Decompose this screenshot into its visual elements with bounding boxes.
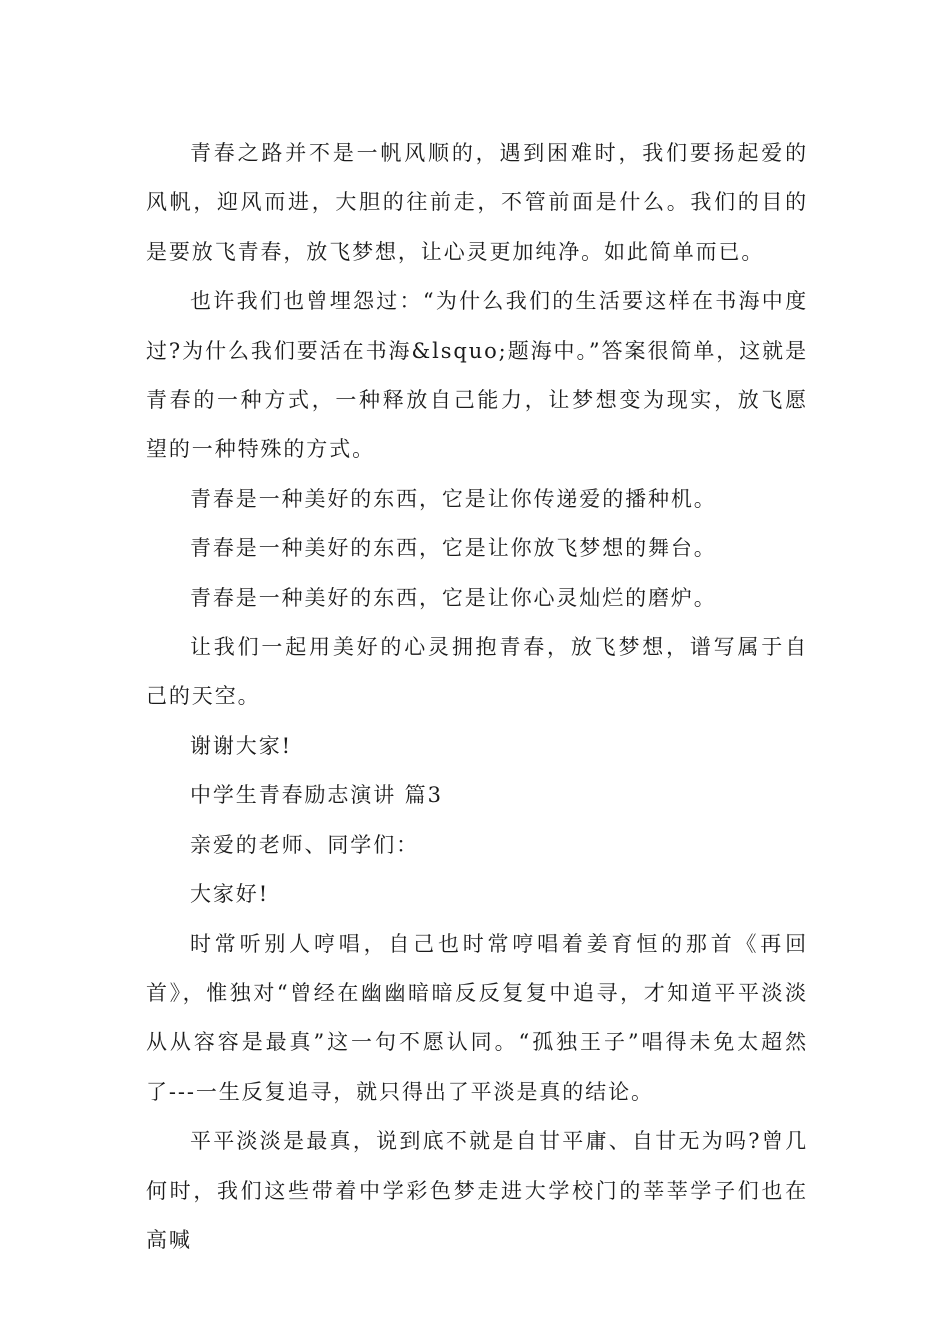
paragraph-embrace-youth: 让我们一起用美好的心灵拥抱青春，放飞梦想，谱写属于自己的天空。 (146, 635, 808, 709)
paragraph-youth-seeder: 青春是一种美好的东西，它是让你传递爱的播种机。 (190, 486, 717, 511)
greeting: 大家好! (190, 882, 270, 907)
paragraph-youth-furnace: 青春是一种美好的东西，它是让你心灵灿烂的磨炉。 (190, 585, 717, 610)
salutation: 亲爱的老师、同学们： (190, 832, 419, 857)
section-heading: 中学生青春励志演讲 篇3 (190, 783, 443, 808)
paragraph-look-back: 时常听别人哼唱，自己也时常哼唱着姜育恒的那首《再回首》，惟独对“曾经在幽幽暗暗反反复复中追寻，才知道平平淡淡从从容容是最真”这一句不愿认同。“孤独王子”唱得未免太超然了---一生反复追寻，就只得出了平淡是真的结论。 (146, 931, 808, 1104)
paragraph-youth-road: 青春之路并不是一帆风顺的，遇到困难时，我们要扬起爱的风帆，迎风而进，大胆的往前走，不管前面是什么。我们的目的是要放飞青春，放飞梦想，让心灵更加纯净。如此简单而已。 (146, 141, 808, 264)
document-body (146, 129, 808, 1265)
paragraph-plain-truth: 平平淡淡是最真，说到底不就是自甘平庸、自甘无为吗?曾几何时，我们这些带着中学彩色梦走进大学校门的莘莘学子们也在高喊 (146, 1129, 808, 1252)
paragraph-thanks: 谢谢大家! (190, 733, 292, 758)
paragraph-book-sea: 也许我们也曾埋怨过：“为什么我们的生活要这样在书海中度过?为什么我们要活在书海&lsquo;题海中。”答案很简单，这就是青春的一种方式，一种释放自己能力，让梦想变为现实，放飞愿望的一种特殊的方式。 (146, 289, 808, 462)
paragraph-youth-stage: 青春是一种美好的东西，它是让你放飞梦想的舞台。 (190, 536, 717, 561)
